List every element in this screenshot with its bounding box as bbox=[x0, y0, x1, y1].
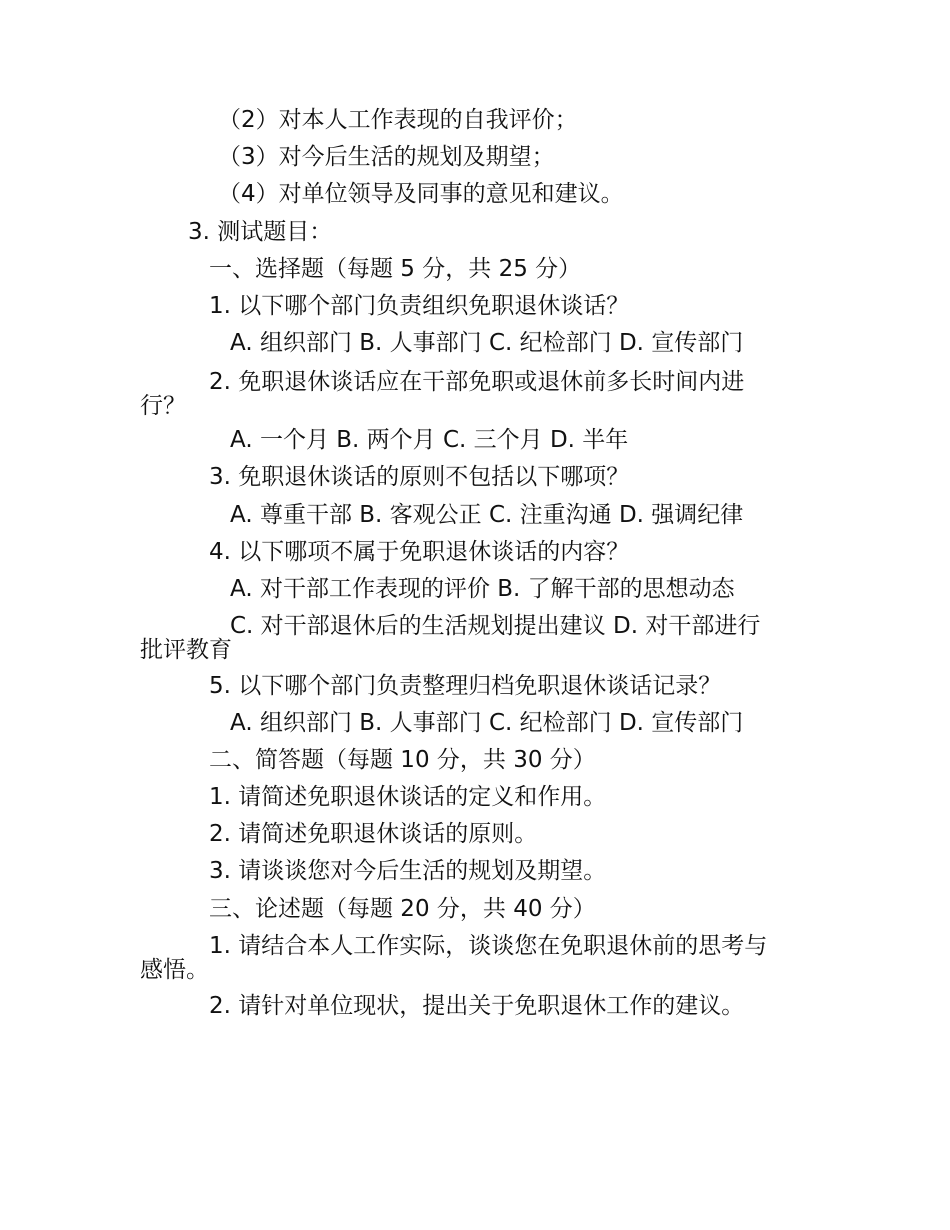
section2-question-3: 3. 请谈谈您对今后生活的规划及期望。 bbox=[209, 858, 607, 884]
section1-question-3: 3. 免职退休谈话的原则不包括以下哪项？ bbox=[209, 464, 630, 490]
section1-question-1: 1. 以下哪个部门负责组织免职退休谈话？ bbox=[209, 293, 630, 319]
section1-question-4: 4. 以下哪项不属于免职退休谈话的内容？ bbox=[209, 539, 630, 565]
interview-item-2: （2）对本人工作表现的自我评价； bbox=[218, 107, 578, 133]
section3-question-1 bbox=[140, 934, 767, 982]
section3-heading: 三、论述题（每题 20 分，共 40 分） bbox=[209, 896, 596, 922]
section1-question-4-options-line2: C. 对干部退休后的生活规划提出建议 D. 对干部进行 bbox=[230, 613, 761, 639]
section1-question-2-options: A. 一个月 B. 两个月 C. 三个月 D. 半年 bbox=[230, 427, 629, 453]
interview-item-3: （3）对今后生活的规划及期望； bbox=[218, 144, 555, 170]
section3-question-2: 2. 请针对单位现状，提出关于免职退休工作的建议。 bbox=[209, 993, 745, 1019]
section2-heading: 二、简答题（每题 10 分，共 30 分） bbox=[209, 747, 596, 773]
section1-heading: 一、选择题（每题 5 分，共 25 分） bbox=[209, 256, 582, 282]
section1-question-5: 5. 以下哪个部门负责整理归档免职退休谈话记录？ bbox=[209, 673, 722, 699]
section3-question-1-line1: 1. 请结合本人工作实际，谈谈您在免职退休前的思考与 bbox=[209, 933, 768, 959]
section1-question-1-options: A. 组织部门 B. 人事部门 C. 纪检部门 D. 宣传部门 bbox=[230, 330, 744, 356]
section2-question-1: 1. 请简述免职退休谈话的定义和作用。 bbox=[209, 784, 607, 810]
test-heading: 3. 测试题目： bbox=[188, 219, 333, 245]
section1-question-4-options-wrap bbox=[140, 614, 760, 662]
section1-question-2-line1: 2. 免职退休谈话应在干部免职或退休前多长时间内进 bbox=[209, 369, 745, 395]
section1-question-3-options: A. 尊重干部 B. 客观公正 C. 注重沟通 D. 强调纪律 bbox=[230, 502, 744, 528]
section1-question-2-line2: 行？ bbox=[140, 393, 186, 419]
section3-question-1-line2: 感悟。 bbox=[140, 957, 209, 983]
section1-question-4-options-line3: 批评教育 bbox=[140, 637, 232, 663]
section1-question-2 bbox=[140, 370, 744, 418]
section1-question-5-options: A. 组织部门 B. 人事部门 C. 纪检部门 D. 宣传部门 bbox=[230, 710, 744, 736]
section1-question-4-options-line1: A. 对干部工作表现的评价 B. 了解干部的思想动态 bbox=[230, 576, 735, 602]
section2-question-2: 2. 请简述免职退休谈话的原则。 bbox=[209, 821, 538, 847]
interview-item-4: （4）对单位领导及同事的意见和建议。 bbox=[218, 181, 624, 207]
